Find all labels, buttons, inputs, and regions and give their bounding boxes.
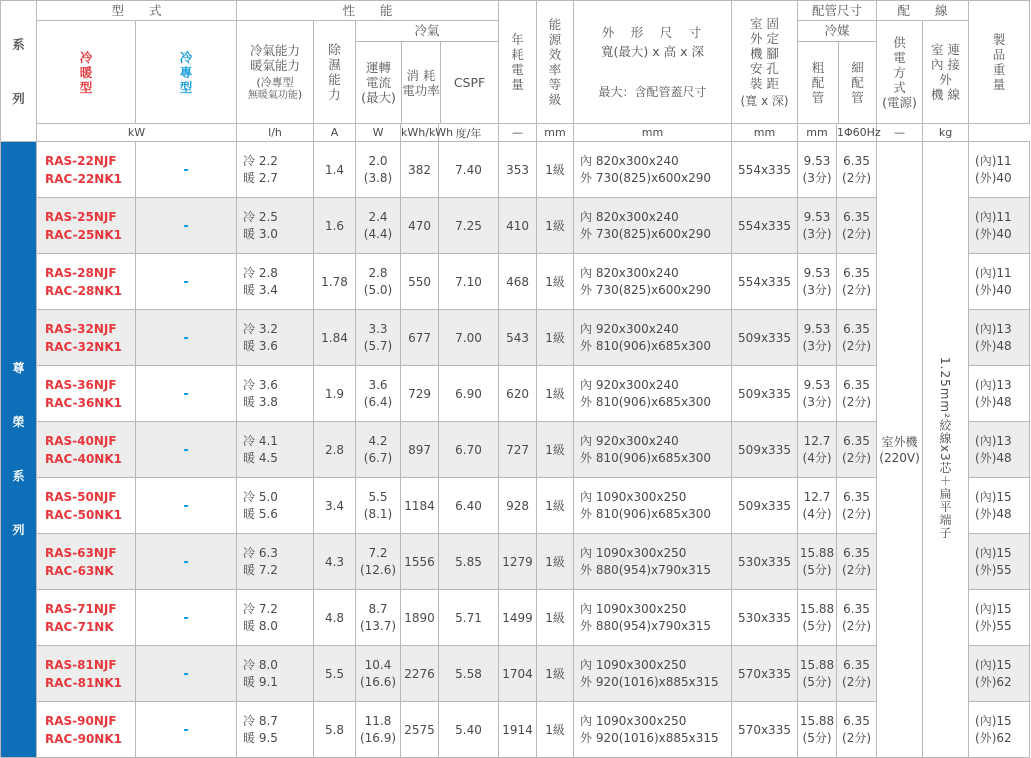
table-row: [1, 590, 1030, 646]
mount-value: 570x335: [732, 646, 798, 702]
capacity-header: 冷氣能力 暖氣能力 (冷專型 無暖氣功能): [237, 21, 314, 124]
annual-value: 353: [499, 142, 537, 198]
dehum-value: 1.9: [314, 366, 356, 422]
current-value: 11.8 (16.9): [356, 702, 401, 758]
weight-value: (內)15 (外)55: [969, 590, 1030, 646]
annual-header: 年 耗 電 量: [499, 1, 537, 124]
eff-value: 1級: [537, 254, 574, 310]
thick-pipe-value: 15.88 (5分): [798, 590, 837, 646]
link-header: 室 連 內 接 外 機 線: [923, 21, 969, 124]
cool-only-dash: -: [136, 478, 237, 534]
power-value: 1556: [401, 534, 439, 590]
cool-only-dash: -: [136, 534, 237, 590]
weight-value: (內)13 (外)48: [969, 366, 1030, 422]
eff-value: 1級: [537, 702, 574, 758]
table-row: [1, 534, 1030, 590]
dehum-value: 1.84: [314, 310, 356, 366]
eff-value: 1級: [537, 310, 574, 366]
mount-value: 530x335: [732, 534, 798, 590]
cspf-value: 6.40: [439, 478, 499, 534]
unit-cell: mm: [732, 124, 798, 142]
weight-header: 製 品 重 量: [969, 1, 1030, 124]
eff-value: 1級: [537, 422, 574, 478]
power-value: 729: [401, 366, 439, 422]
capacity: 冷 8.0 暖 9.1: [237, 646, 314, 702]
model-name: RAS-50NJF RAC-50NK1: [37, 478, 136, 534]
dims-value: 內 1090x300x250 外 810(906)x685x300: [574, 478, 732, 534]
cool-only-dash: -: [136, 646, 237, 702]
annual-value: 928: [499, 478, 537, 534]
thin-pipe-value: 6.35 (2分): [837, 310, 877, 366]
cool-only-dash: -: [136, 142, 237, 198]
dehum-value: 1.78: [314, 254, 356, 310]
dims-value: 內 920x300x240 外 810(906)x685x300: [574, 422, 732, 478]
cool-only-dash: -: [136, 422, 237, 478]
dehum-value: 5.8: [314, 702, 356, 758]
power-value: 550: [401, 254, 439, 310]
current-value: 2.4 (4.4): [356, 198, 401, 254]
thick-pipe-value: 9.53 (3分): [798, 142, 837, 198]
supply-value: 室外機 (220V): [877, 142, 923, 758]
weight-value: (內)15 (外)62: [969, 646, 1030, 702]
model-name: RAS-22NJF RAC-22NK1: [37, 142, 136, 198]
unit-cell: l/h: [237, 124, 314, 142]
cool-only-dash: -: [136, 590, 237, 646]
cspf-value: 7.00: [439, 310, 499, 366]
thick-pipe-value: 9.53 (3分): [798, 198, 837, 254]
model-name: RAS-63NJF RAC-63NK: [37, 534, 136, 590]
mount-value: 509x335: [732, 310, 798, 366]
thick-pipe-value: 15.88 (5分): [798, 646, 837, 702]
capacity: 冷 2.2 暖 2.7: [237, 142, 314, 198]
annual-value: 410: [499, 198, 537, 254]
model-name: RAS-40NJF RAC-40NK1: [37, 422, 136, 478]
thin-pipe-value: 6.35 (2分): [837, 534, 877, 590]
capacity: 冷 3.6 暖 3.8: [237, 366, 314, 422]
thin-pipe-value: 6.35 (2分): [837, 366, 877, 422]
series-name: 尊 榮 系 列: [1, 142, 37, 758]
capacity: 冷 2.8 暖 3.4: [237, 254, 314, 310]
annual-value: 1914: [499, 702, 537, 758]
weight-value: (內)11 (外)40: [969, 142, 1030, 198]
cold-air-header: 冷氣 運轉 電流 (最大) 消 耗 電功率 CSPF: [356, 21, 499, 124]
current-value: 7.2 (12.6): [356, 534, 401, 590]
unit-cell: 度/年: [439, 124, 499, 142]
mount-value: 570x335: [732, 702, 798, 758]
eff-value: 1級: [537, 478, 574, 534]
unit-cell: 1Φ60Hz: [837, 124, 877, 142]
eff-value: 1級: [537, 366, 574, 422]
dehum-value: 4.8: [314, 590, 356, 646]
weight-value: (內)11 (外)40: [969, 254, 1030, 310]
thin-pipe-value: 6.35 (2分): [837, 254, 877, 310]
thick-pipe-value: 9.53 (3分): [798, 254, 837, 310]
thin-pipe-value: 6.35 (2分): [837, 702, 877, 758]
current-value: 5.5 (8.1): [356, 478, 401, 534]
capacity: 冷 7.2 暖 8.0: [237, 590, 314, 646]
pipe-size-header: 配管尺寸: [798, 1, 877, 21]
dehum-value: 3.4: [314, 478, 356, 534]
mount-value: 554x335: [732, 254, 798, 310]
power-value: 1184: [401, 478, 439, 534]
thin-pipe-value: 6.35 (2分): [837, 646, 877, 702]
unit-cell: kWh/kWh: [401, 124, 439, 142]
annual-value: 1704: [499, 646, 537, 702]
cspf-value: 5.58: [439, 646, 499, 702]
dims-value: 內 1090x300x250 外 880(954)x790x315: [574, 534, 732, 590]
dims-value: 內 920x300x240 外 810(906)x685x300: [574, 310, 732, 366]
dehum-value: 5.5: [314, 646, 356, 702]
unit-cell: mm: [798, 124, 837, 142]
thick-pipe-value: 12.7 (4分): [798, 478, 837, 534]
dims-value: 內 1090x300x250 外 880(954)x790x315: [574, 590, 732, 646]
model-name: RAS-32NJF RAC-32NK1: [37, 310, 136, 366]
supply-header: 供 電 方 式 (電源): [877, 21, 923, 124]
table-row: [1, 254, 1030, 310]
mount-value: 554x335: [732, 198, 798, 254]
eff-value: 1級: [537, 198, 574, 254]
thin-pipe-value: 6.35 (2分): [837, 142, 877, 198]
power-value: 2575: [401, 702, 439, 758]
cspf-value: 5.40: [439, 702, 499, 758]
dims-header: 外 形 尺 寸 寬(最大) x 高 x 深 最大：含配管蓋尺寸: [574, 1, 732, 124]
cool-only-dash: -: [136, 702, 237, 758]
power-value: 1890: [401, 590, 439, 646]
dims-value: 內 1090x300x250 外 920(1016)x885x315: [574, 646, 732, 702]
type-group-header: 型 式: [37, 1, 237, 21]
table-row: [1, 310, 1030, 366]
model-name: RAS-36NJF RAC-36NK1: [37, 366, 136, 422]
weight-value: (內)15 (外)62: [969, 702, 1030, 758]
eff-header: 能 源 效 率 等 級: [537, 1, 574, 124]
dehum-header: 除 濕 能 力: [314, 21, 356, 124]
model-name: RAS-81NJF RAC-81NK1: [37, 646, 136, 702]
thin-pipe-value: 6.35 (2分): [837, 422, 877, 478]
weight-value: (內)13 (外)48: [969, 422, 1030, 478]
power-value: 470: [401, 198, 439, 254]
current-value: 3.3 (5.7): [356, 310, 401, 366]
cool-only-dash: -: [136, 254, 237, 310]
dehum-value: 4.3: [314, 534, 356, 590]
model-name: RAS-28NJF RAC-28NK1: [37, 254, 136, 310]
model-name: RAS-90NJF RAC-90NK1: [37, 702, 136, 758]
cool-only-type-header: 冷 專 型: [136, 21, 237, 124]
current-value: 2.0 (3.8): [356, 142, 401, 198]
cspf-value: 6.90: [439, 366, 499, 422]
current-value: 4.2 (6.7): [356, 422, 401, 478]
thin-pipe-value: 6.35 (2分): [837, 198, 877, 254]
thick-pipe-value: 15.88 (5分): [798, 534, 837, 590]
dehum-value: 1.4: [314, 142, 356, 198]
thin-pipe-value: 6.35 (2分): [837, 478, 877, 534]
mount-value: 509x335: [732, 478, 798, 534]
series-header: 系 列: [1, 1, 37, 142]
wiring-header: 配 線: [877, 1, 969, 21]
eff-value: 1級: [537, 534, 574, 590]
capacity: 冷 3.2 暖 3.6: [237, 310, 314, 366]
perf-group-header: 性 能: [237, 1, 499, 21]
cool-only-dash: -: [136, 310, 237, 366]
unit-cell: kW: [37, 124, 237, 142]
eff-value: 1級: [537, 142, 574, 198]
unit-cell: mm: [574, 124, 732, 142]
heatcool-type-header: 冷 暖 型: [37, 21, 136, 124]
model-name: RAS-25NJF RAC-25NK1: [37, 198, 136, 254]
cool-only-dash: -: [136, 366, 237, 422]
dims-value: 內 920x300x240 外 810(906)x685x300: [574, 366, 732, 422]
capacity: 冷 2.5 暖 3.0: [237, 198, 314, 254]
dims-value: 內 820x300x240 外 730(825)x600x290: [574, 254, 732, 310]
table-row: [1, 646, 1030, 702]
mount-value: 509x335: [732, 366, 798, 422]
thick-pipe-value: 9.53 (3分): [798, 366, 837, 422]
dims-value: 內 820x300x240 外 730(825)x600x290: [574, 198, 732, 254]
mount-value: 509x335: [732, 422, 798, 478]
weight-value: (內)13 (外)48: [969, 310, 1030, 366]
table-row: [1, 198, 1030, 254]
eff-value: 1級: [537, 646, 574, 702]
annual-value: 727: [499, 422, 537, 478]
cspf-value: 7.10: [439, 254, 499, 310]
annual-value: 543: [499, 310, 537, 366]
unit-cell: —: [877, 124, 923, 142]
thick-pipe-value: 15.88 (5分): [798, 702, 837, 758]
cspf-value: 6.70: [439, 422, 499, 478]
table-row: [1, 142, 1030, 198]
mount-header: 室 外 機 安 裝 固 定 腳 孔 距 (寬 x 深): [732, 1, 798, 124]
model-name: RAS-71NJF RAC-71NK: [37, 590, 136, 646]
power-value: 677: [401, 310, 439, 366]
current-value: 8.7 (13.7): [356, 590, 401, 646]
mount-value: 554x335: [732, 142, 798, 198]
unit-cell: A: [314, 124, 356, 142]
dehum-value: 2.8: [314, 422, 356, 478]
current-value: 10.4 (16.6): [356, 646, 401, 702]
power-value: 2276: [401, 646, 439, 702]
cspf-value: 7.25: [439, 198, 499, 254]
dehum-value: 1.6: [314, 198, 356, 254]
cool-only-dash: -: [136, 198, 237, 254]
unit-cell: W: [356, 124, 401, 142]
table-row: [1, 366, 1030, 422]
eff-value: 1級: [537, 590, 574, 646]
dims-value: 內 820x300x240 外 730(825)x600x290: [574, 142, 732, 198]
current-value: 3.6 (6.4): [356, 366, 401, 422]
thick-pipe-value: 12.7 (4分): [798, 422, 837, 478]
annual-value: 468: [499, 254, 537, 310]
power-value: 897: [401, 422, 439, 478]
annual-value: 1499: [499, 590, 537, 646]
weight-value: (內)15 (外)48: [969, 478, 1030, 534]
weight-value: (內)11 (外)40: [969, 198, 1030, 254]
current-value: 2.8 (5.0): [356, 254, 401, 310]
refrigerant-header: 冷媒 粗 配 管 細 配 管: [798, 21, 877, 124]
unit-cell: kg: [923, 124, 969, 142]
capacity: 冷 8.7 暖 9.5: [237, 702, 314, 758]
cspf-value: 5.85: [439, 534, 499, 590]
unit-cell: mm: [537, 124, 574, 142]
table-row: [1, 422, 1030, 478]
cspf-value: 7.40: [439, 142, 499, 198]
thick-pipe-value: 9.53 (3分): [798, 310, 837, 366]
cspf-value: 5.71: [439, 590, 499, 646]
capacity: 冷 5.0 暖 5.6: [237, 478, 314, 534]
annual-value: 620: [499, 366, 537, 422]
weight-value: (內)15 (外)55: [969, 534, 1030, 590]
unit-cell: —: [499, 124, 537, 142]
capacity: 冷 4.1 暖 4.5: [237, 422, 314, 478]
thin-pipe-value: 6.35 (2分): [837, 590, 877, 646]
dims-value: 內 1090x300x250 外 920(1016)x885x315: [574, 702, 732, 758]
power-value: 382: [401, 142, 439, 198]
table-row: [1, 702, 1030, 758]
mount-value: 530x335: [732, 590, 798, 646]
annual-value: 1279: [499, 534, 537, 590]
capacity: 冷 6.3 暖 7.2: [237, 534, 314, 590]
wiring-value: 1.25mm²絞線x3芯＋扁平端子: [923, 142, 969, 758]
table-row: [1, 478, 1030, 534]
